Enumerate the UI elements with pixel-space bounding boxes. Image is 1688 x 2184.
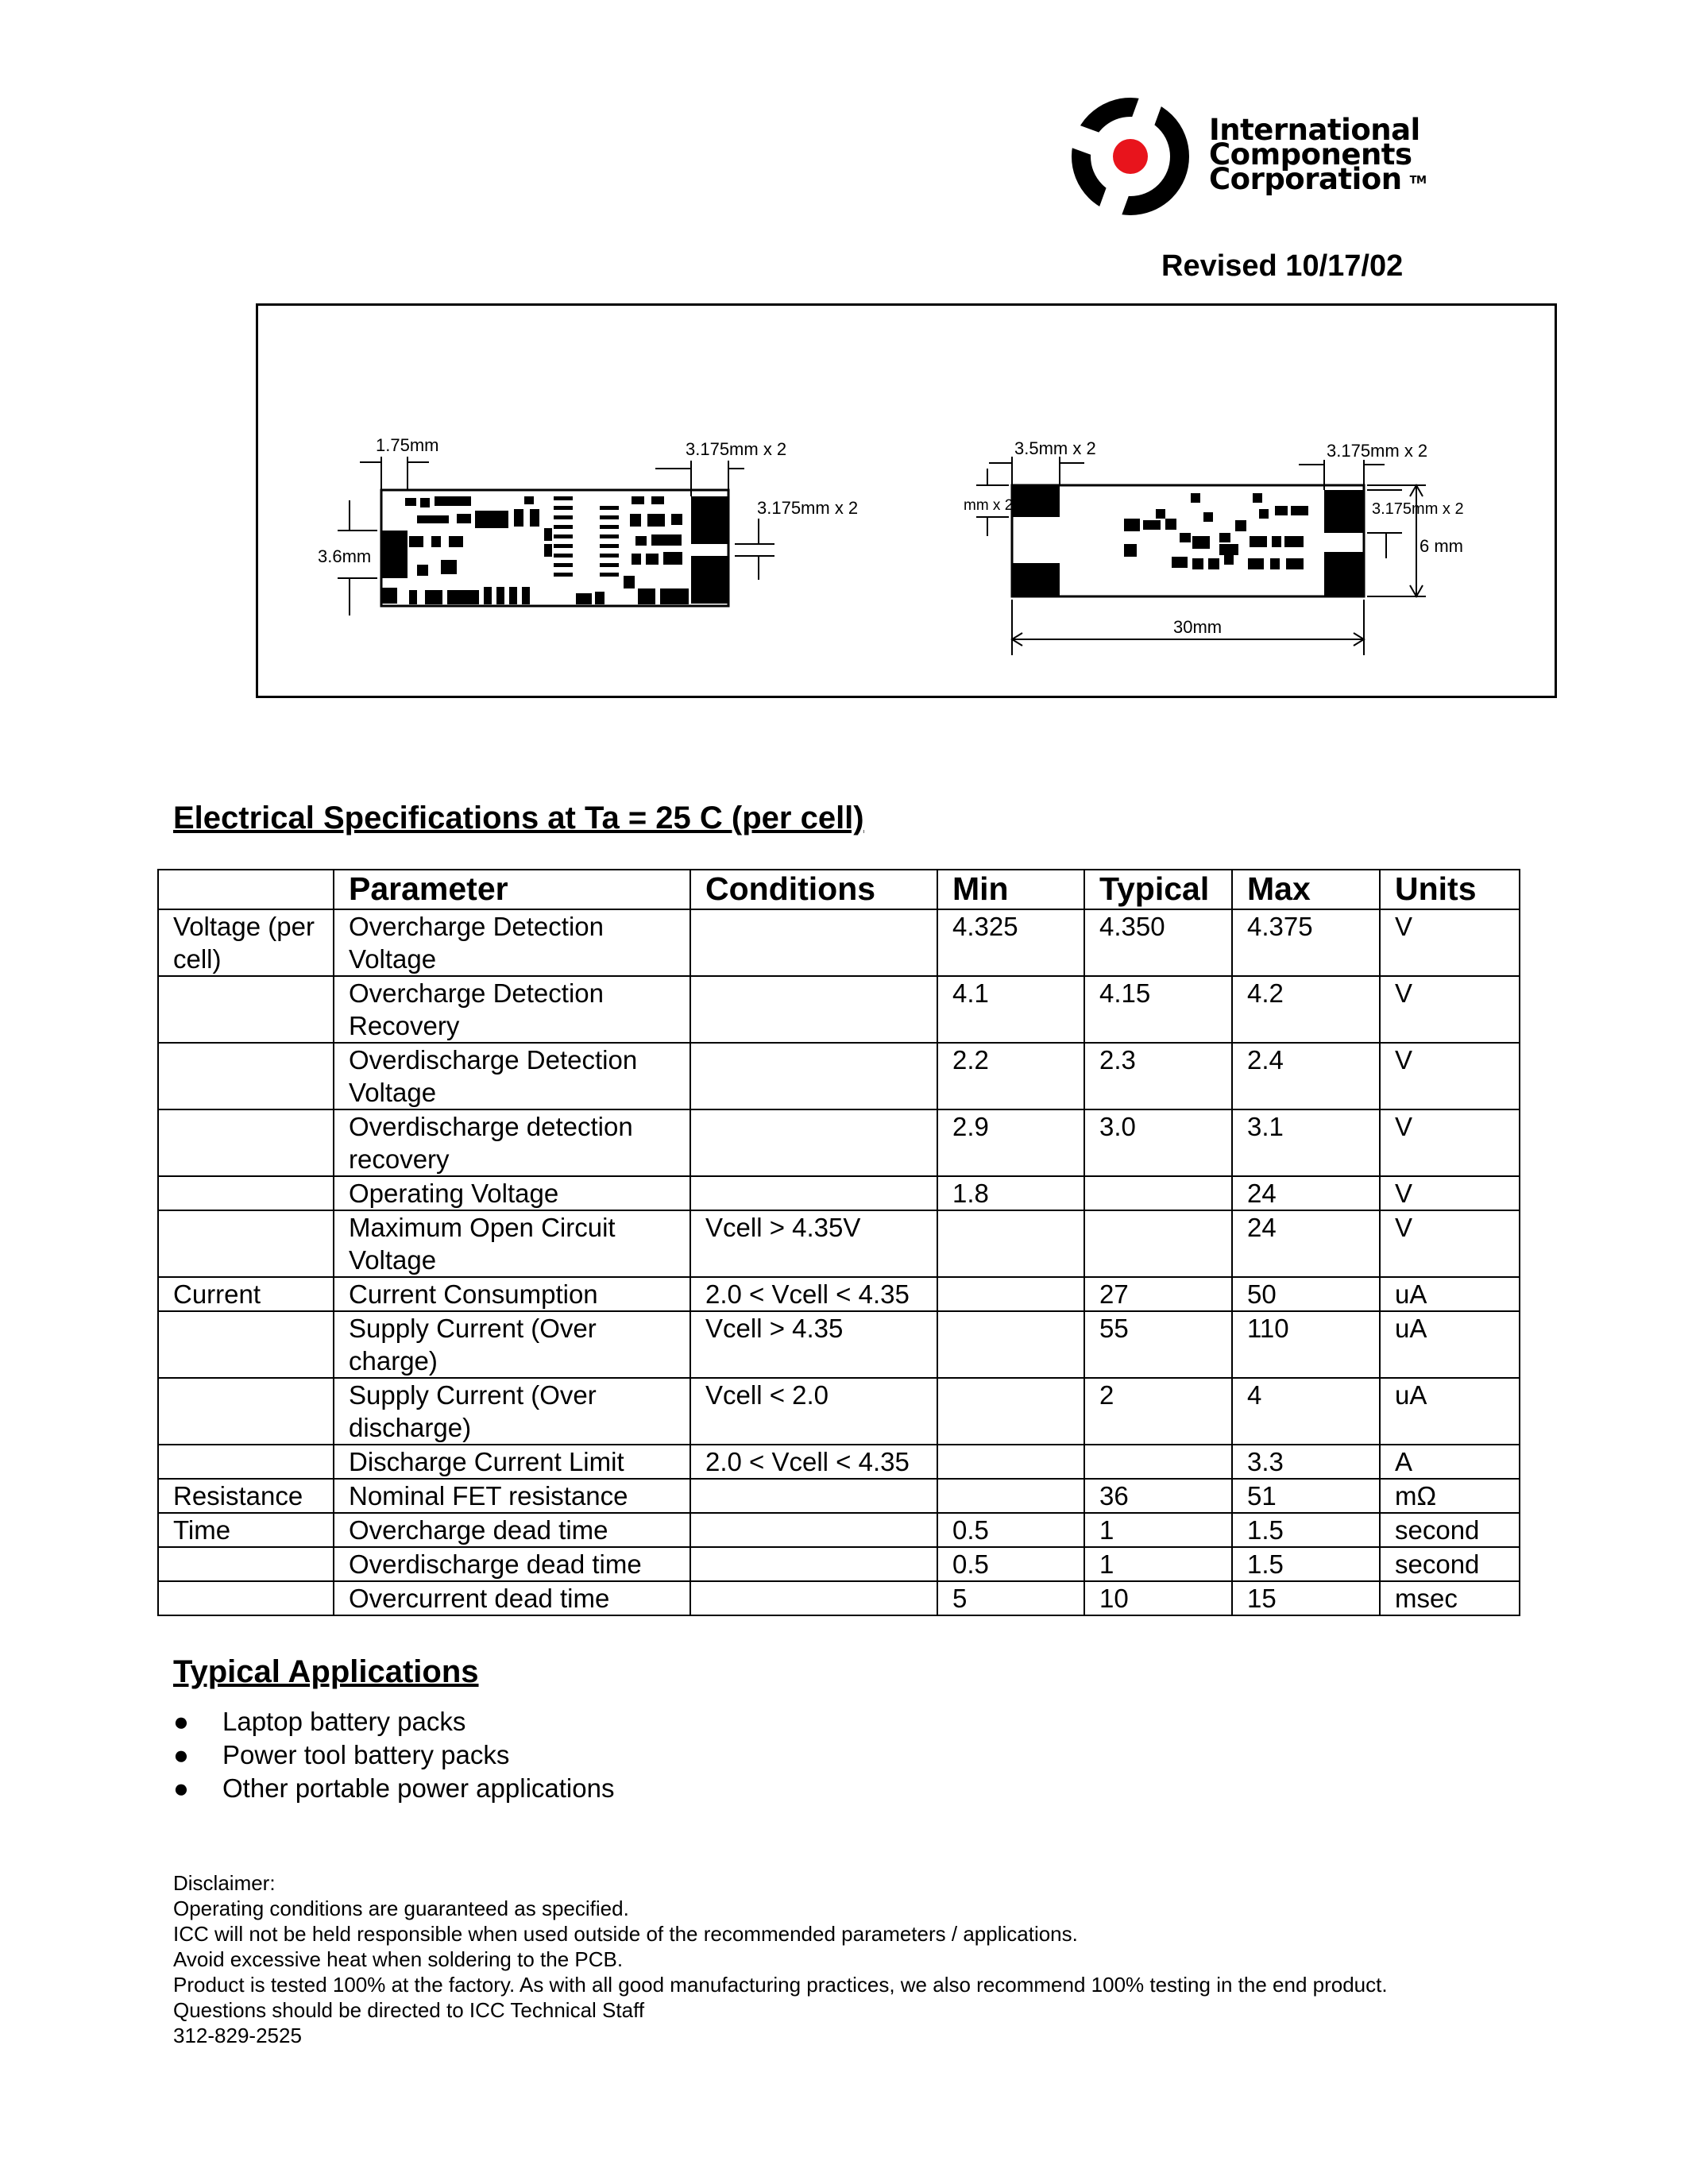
table-cell: 1.8 [937,1176,1084,1210]
table-cell: Vcell < 2.0 [690,1378,937,1445]
board-drawing [258,306,1555,696]
table-cell [937,1311,1084,1378]
table-row [158,1109,1520,1176]
table-cell: 1.5 [1232,1513,1380,1547]
dim-label-3-6mm: 3.6mm [318,546,372,566]
table-row [158,1445,1520,1479]
table-cell [158,1311,334,1378]
table-cell: Overdischarge dead time [334,1547,690,1581]
table-cell [1084,1210,1232,1277]
left-board [318,435,858,615]
table-cell: 2.3 [1084,1043,1232,1109]
table-cell: Supply Current (Over charge) [334,1311,690,1378]
table-cell: 4.375 [1232,909,1380,976]
table-header-row [158,870,1520,909]
dim-label-3-5mm: 3.5mm x 2 [1014,438,1096,458]
column-header: Max [1232,870,1380,909]
table-cell: second [1380,1547,1520,1581]
column-header: Units [1380,870,1520,909]
column-header: Min [937,870,1084,909]
column-header [158,870,334,909]
table-cell: V [1380,909,1520,976]
list-item-text: Laptop battery packs [222,1707,466,1736]
table-cell: uA [1380,1378,1520,1445]
table-cell: A [1380,1445,1520,1479]
table-cell: 4 [1232,1378,1380,1445]
applications-heading: Typical Applications [173,1654,479,1689]
table-cell [937,1378,1084,1445]
table-cell [158,1109,334,1176]
revision-date: Revised 10/17/02 [1161,249,1404,283]
table-cell: Overcurrent dead time [334,1581,690,1615]
table-cell [690,909,937,976]
table-cell: 5 [937,1581,1084,1615]
table-cell: Overdischarge Detection Voltage [334,1043,690,1109]
table-cell: 2.0 < Vcell < 4.35 [690,1277,937,1311]
table-row [158,1479,1520,1513]
table-cell: V [1380,1176,1520,1210]
table-cell [690,1547,937,1581]
table-cell: 24 [1232,1176,1380,1210]
dim-label-top-right-2: 3.175mm x 2 [1327,441,1428,461]
disclaimer-line: Product is tested 100% at the factory. As with all good manufacturing practices, we also recommend 100% testing in the end product. [173,1973,1388,1997]
company-name [1209,113,1455,196]
table-cell [158,1176,334,1210]
table-cell [158,1043,334,1109]
table-cell: mΩ [1380,1479,1520,1513]
list-item-text: Other portable power applications [222,1773,615,1803]
table-cell [158,976,334,1043]
dim-label-left-2: mm x 2 [964,497,1014,514]
table-cell: 4.15 [1084,976,1232,1043]
table-cell [158,1445,334,1479]
table-cell: Discharge Current Limit [334,1445,690,1479]
table-cell: V [1380,976,1520,1043]
table-cell: 4.350 [1084,909,1232,976]
disclaimer-line: Avoid excessive heat when soldering to the PCB. [173,1947,624,1971]
dim-label-right: 3.175mm x 2 [757,498,859,518]
table-cell: msec [1380,1581,1520,1615]
table-cell: 50 [1232,1277,1380,1311]
table-cell: Maximum Open Circuit Voltage [334,1210,690,1277]
table-cell: Vcell > 4.35 [690,1311,937,1378]
table-cell: 4.2 [1232,976,1380,1043]
table-row [158,1043,1520,1109]
table-cell: 3.3 [1232,1445,1380,1479]
bullet-icon: ● [173,1707,189,1736]
table-cell: 4.1 [937,976,1084,1043]
table-cell: 15 [1232,1581,1380,1615]
list-item-text: Power tool battery packs [222,1740,510,1769]
table-cell: 2.9 [937,1109,1084,1176]
table-cell [937,1210,1084,1277]
table-cell: 4.325 [937,909,1084,976]
table-cell: 2.0 < Vcell < 4.35 [690,1445,937,1479]
disclaimer-line: 312-829-2525 [173,2024,302,2047]
table-cell: Time [158,1513,334,1547]
column-header: Conditions [690,870,937,909]
table-row [158,976,1520,1043]
table-cell: Nominal FET resistance [334,1479,690,1513]
company-name-line-1: International [1209,113,1420,147]
table-cell: 10 [1084,1581,1232,1615]
table-cell: 1 [1084,1513,1232,1547]
dim-label-30mm: 30mm [1173,617,1223,637]
table-cell: 1 [1084,1547,1232,1581]
table-row [158,1581,1520,1615]
table-cell: Resistance [158,1479,334,1513]
table-cell [158,1547,334,1581]
column-header: Typical [1084,870,1232,909]
table-row [158,1311,1520,1378]
icc-logo-mark [1071,97,1190,216]
table-row [158,1547,1520,1581]
table-body [158,909,1520,1615]
board-drawing-frame [256,303,1557,698]
table-cell: Operating Voltage [334,1176,690,1210]
table-cell: 51 [1232,1479,1380,1513]
company-name-line-2: Components [1209,137,1412,172]
table-cell [158,1581,334,1615]
table-cell [690,1109,937,1176]
table-cell: Overdischarge detection recovery [334,1109,690,1176]
dim-label-top-right: 3.175mm x 2 [686,439,787,459]
table-cell [690,1513,937,1547]
table-cell: V [1380,1043,1520,1109]
table-cell: 24 [1232,1210,1380,1277]
table-cell [690,976,937,1043]
table-cell: V [1380,1109,1520,1176]
table-cell: 55 [1084,1311,1232,1378]
table-cell [690,1043,937,1109]
company-name-line-3 [1209,162,1455,196]
dim-label-6mm: 6 mm [1420,536,1463,556]
table-cell [1084,1176,1232,1210]
table-row [158,1277,1520,1311]
table-cell: Vcell > 4.35V [690,1210,937,1277]
table-cell: 110 [1232,1311,1380,1378]
table-row [158,909,1520,976]
table-cell: 2 [1084,1378,1232,1445]
list-item [173,1738,614,1772]
table-cell [690,1479,937,1513]
table-cell: Overcharge Detection Voltage [334,909,690,976]
table-cell: 1.5 [1232,1547,1380,1581]
table-cell [937,1445,1084,1479]
table-row [158,1176,1520,1210]
table-cell [158,1378,334,1445]
spec-heading: Electrical Specifications at Ta = 25 C (per cell) [173,801,864,835]
table-cell: 27 [1084,1277,1232,1311]
table-cell: Overcharge dead time [334,1513,690,1547]
list-item [173,1772,614,1805]
bullet-icon: ● [173,1773,189,1803]
table-cell: Overcharge Detection Recovery [334,976,690,1043]
bullet-icon: ● [173,1740,189,1769]
disclaimer-line: Questions should be directed to ICC Technical Staff [173,1998,645,2022]
table-cell: uA [1380,1277,1520,1311]
applications-list [173,1705,614,1805]
dim-label-1-75mm: 1.75mm [376,435,439,455]
table-cell: 0.5 [937,1547,1084,1581]
table-cell [158,1210,334,1277]
table-cell [1084,1445,1232,1479]
company-name-line-3-text: Corporation [1209,162,1402,196]
table-cell: 2.2 [937,1043,1084,1109]
table-cell [937,1277,1084,1311]
table-cell [937,1479,1084,1513]
table-cell: Current Consumption [334,1277,690,1311]
table-cell: 3.0 [1084,1109,1232,1176]
spec-table [157,869,1520,1616]
table-cell: 3.1 [1232,1109,1380,1176]
disclaimer-line: Operating conditions are guaranteed as specified. [173,1897,629,1920]
table-cell [690,1581,937,1615]
disclaimer-line: ICC will not be held responsible when used outside of the recommended parameters / applications. [173,1922,1078,1946]
right-board [964,438,1464,655]
disclaimer [173,1870,1412,2048]
table-cell: V [1380,1210,1520,1277]
table-cell: 0.5 [937,1513,1084,1547]
column-header: Parameter [334,870,690,909]
table-row [158,1513,1520,1547]
table-cell: uA [1380,1311,1520,1378]
table-cell: Voltage (per cell) [158,909,334,976]
list-item [173,1705,614,1738]
dim-label-right-upper: 3.175mm x 2 [1372,500,1464,518]
table-cell [690,1176,937,1210]
table-cell: Current [158,1277,334,1311]
table-cell: Supply Current (Over discharge) [334,1378,690,1445]
table-cell: 2.4 [1232,1043,1380,1109]
table-cell: second [1380,1513,1520,1547]
table-row [158,1210,1520,1277]
table-cell: 36 [1084,1479,1232,1513]
table-row [158,1378,1520,1445]
trademark-mark: TM [1409,175,1427,187]
disclaimer-line: Disclaimer: [173,1871,276,1895]
